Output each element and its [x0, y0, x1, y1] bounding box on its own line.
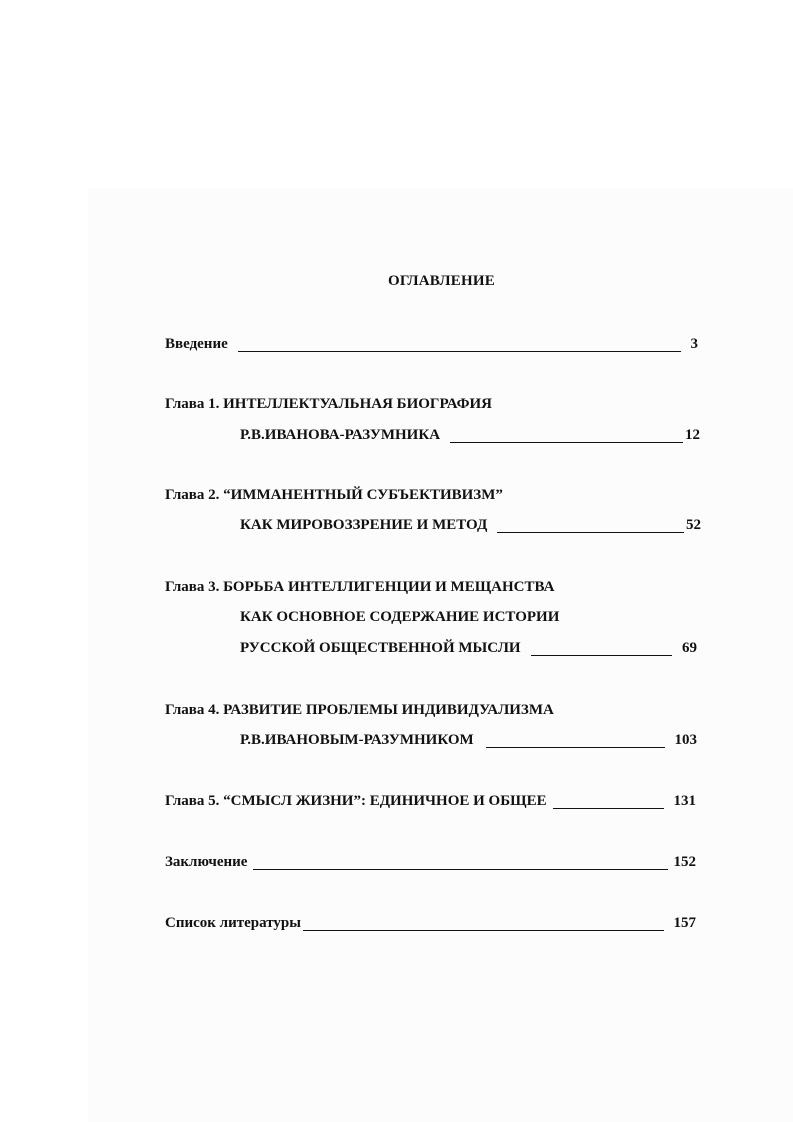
toc-page-number: 103	[674, 732, 697, 748]
toc-page-number: 131	[673, 793, 696, 809]
dot-leader	[238, 351, 681, 352]
toc-entry-label: КАК МИРОВОЗЗРЕНИЕ И МЕТОД	[240, 517, 488, 533]
dot-leader	[303, 930, 664, 931]
toc-entry-label: Список литературы	[165, 915, 301, 931]
toc-entry-label: Р.В.ИВАНОВА-РАЗУМНИКА	[240, 427, 441, 443]
toc-entry-label: Заключение	[165, 854, 248, 870]
dot-leader	[553, 808, 664, 809]
toc-entry-intro[interactable]	[165, 336, 698, 358]
dot-leader	[486, 747, 665, 748]
dot-leader	[450, 442, 683, 443]
toc-entry-ch4-line1[interactable]: Глава 4. РАЗВИТИЕ ПРОБЛЕМЫ ИНДИВИДУАЛИЗМА	[165, 702, 554, 718]
toc-entry-label: Введение	[165, 336, 228, 352]
toc-entry-ch3-line1[interactable]: Глава 3. БОРЬБА ИНТЕЛЛИГЕНЦИИ И МЕЩАНСТВА	[165, 579, 555, 595]
toc-entry-ch3[interactable]	[240, 640, 697, 662]
toc-entry-ch4[interactable]	[240, 732, 697, 754]
dot-leader	[531, 655, 672, 656]
toc-entry-ch1[interactable]	[240, 427, 700, 449]
toc-page-number: 152	[673, 854, 696, 870]
dot-leader	[497, 532, 684, 533]
toc-entry-conclusion[interactable]	[165, 854, 696, 876]
toc-entry-label: РУССКОЙ ОБЩЕСТВЕННОЙ МЫСЛИ	[240, 640, 521, 656]
toc-entry-ch3-line2[interactable]: КАК ОСНОВНОЕ СОДЕРЖАНИЕ ИСТОРИИ	[240, 609, 560, 625]
toc-entry-ch1-line1[interactable]: Глава 1. ИНТЕЛЛЕКТУАЛЬНАЯ БИОГРАФИЯ	[165, 396, 492, 412]
toc-page-number: 3	[690, 336, 698, 352]
toc-page-number: 157	[673, 915, 696, 931]
toc-entry-ch5[interactable]	[165, 793, 696, 815]
toc-entry-bibliography[interactable]	[165, 915, 696, 937]
toc-entry-label: Глава 5. “СМЫСЛ ЖИЗНИ”: ЕДИНИЧНОЕ И ОБЩЕЕ	[165, 793, 547, 809]
toc-entry-label: Р.В.ИВАНОВЫМ-РАЗУМНИКОМ	[240, 732, 474, 748]
toc-page-number: 12	[685, 427, 700, 443]
toc-entry-ch2[interactable]	[240, 517, 701, 539]
toc-entry-ch2-line1[interactable]: Глава 2. “ИММАНЕНТНЫЙ СУБЪЕКТИВИЗМ”	[165, 487, 503, 503]
toc-title: ОГЛАВЛЕНИЕ	[388, 273, 495, 289]
dot-leader	[253, 869, 667, 870]
toc-page-number: 69	[682, 640, 697, 656]
toc-page-number: 52	[686, 517, 701, 533]
